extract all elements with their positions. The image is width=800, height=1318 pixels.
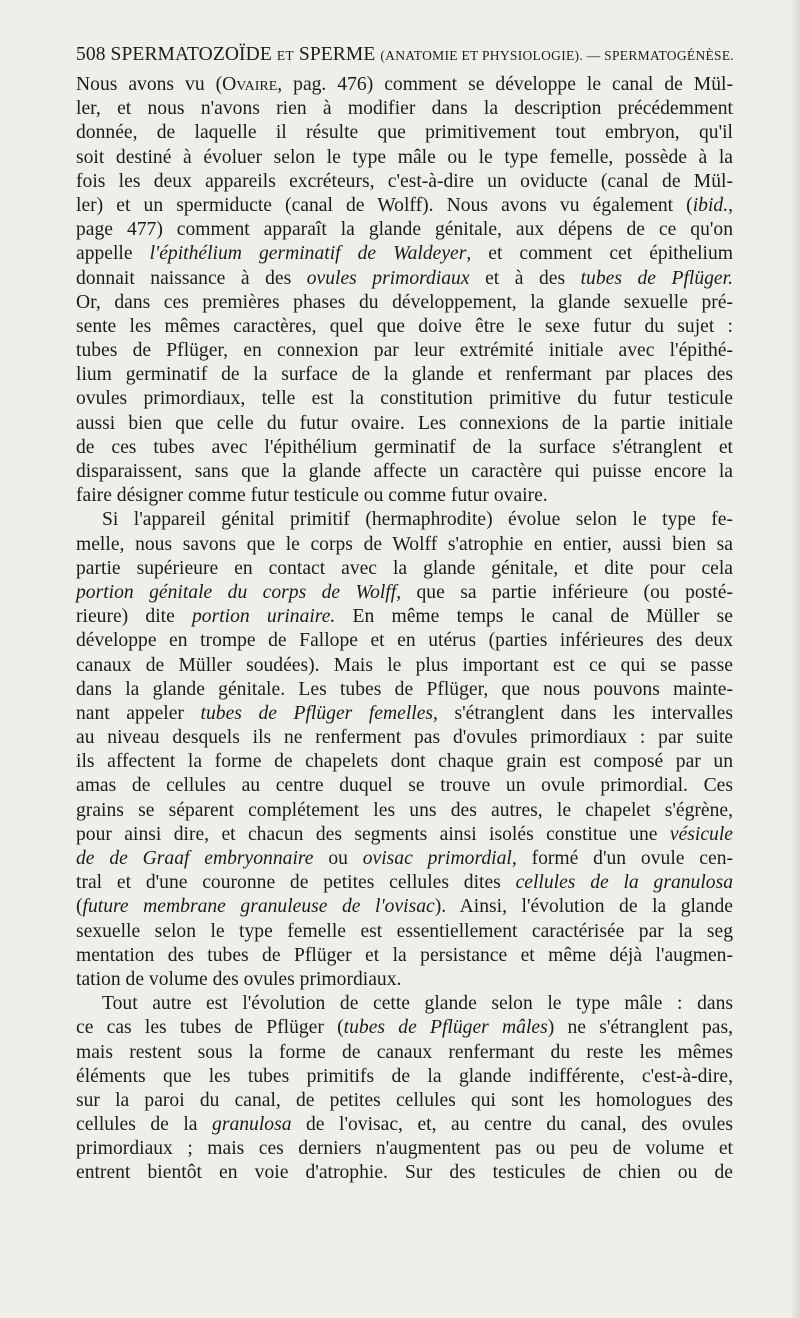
- text-line: aussi bien que celle du futur ovaire. Les connexions de la partie initiale: [76, 412, 733, 434]
- text-line: pour ainsi dire, et chacun des segments ainsi isolés constitue une vésicule: [76, 823, 733, 845]
- text-line: grains se séparent complétement les uns des autres, le chapelet s'égrène,: [76, 799, 733, 821]
- text-line: de de Graaf embryonnaire ou ovisac primordial, formé d'un ovule cen-: [76, 848, 734, 869]
- text-line: ovules primordiaux, telle est la constitution primitive du futur testicule: [76, 388, 733, 410]
- running-header: [76, 42, 766, 69]
- text-line: faire désigner comme futur testicule ou comme futur ovaire.: [76, 485, 548, 507]
- text-line: donnée, de laquelle il résulte que primitivement tout embryon, qu'il: [76, 122, 733, 144]
- text-line: canaux de Müller soudées). Mais le plus important est ce qui se passe: [76, 654, 733, 676]
- header-title-et: ET: [276, 48, 294, 63]
- text-line: (future membrane granuleuse de l'ovisac). Ainsi, l'évolution de la glande: [76, 896, 733, 918]
- text-line: rieure) dite portion urinaire. En même temps le canal de Müller se: [76, 606, 734, 628]
- text-line: de ces tubes avec l'épithélium germinatif de la surface s'étranglent et: [76, 436, 733, 458]
- text-line: sente les mêmes caractères, quel que doive être le sexe futur du sujet :: [76, 315, 733, 337]
- text-line: sur la paroi du canal, de petites cellules qui sont les homologues des: [76, 1089, 733, 1111]
- text-line: mais restent sous la forme de canaux renfermant du reste les mêmes: [76, 1041, 733, 1063]
- text-line: tral et d'une couronne de petites cellules dites cellules de la granulosa: [76, 872, 733, 894]
- text-line: cellules de la granulosa de l'ovisac, et, au centre du canal, des ovules: [76, 1114, 733, 1136]
- text-line: lium germinatif de la surface de la glande et renfermant par places des: [76, 364, 733, 386]
- text-line: disparaissent, sans que la glande affecte un caractère qui puisse encore la: [76, 461, 733, 482]
- text-line: Tout autre est l'évolution de cette glande selon le type mâle : dans: [102, 993, 733, 1015]
- text-line: ils affectent la forme de chapelets dont chaque grain est composé par un: [76, 751, 733, 773]
- text-line: portion génitale du corps de Wolff, que sa partie inférieure (ou posté-: [76, 581, 733, 603]
- text-line: tation de volume des ovules primordiaux.: [76, 968, 402, 990]
- text-line: développe en trompe de Fallope et en utérus (parties inférieures des deux: [76, 630, 733, 652]
- text-line: partie supérieure en contact avec la glande génitale, et dite pour cela: [76, 557, 733, 579]
- text-line: sexuelle selon le type femelle est essentiellement caractérisée par la seg: [76, 920, 733, 942]
- text-line: donnait naissance à des ovules primordiaux et à des tubes de Pflüger.: [76, 267, 733, 289]
- page-edge-shadow: [790, 0, 800, 1318]
- text-line: ce cas les tubes de Pflüger (tubes de Pflüger mâles) ne s'étranglent pas,: [76, 1017, 733, 1039]
- text-line: tubes de Pflüger, en connexion par leur extrémité initiale avec l'épithé-: [76, 340, 733, 362]
- text-line: Nous avons vu (Ovaire, pag. 476) comment se développe le canal de Mül-: [76, 74, 733, 95]
- page-number: 508: [76, 44, 106, 65]
- text-line: appelle l'épithélium germinatif de Waldeyer, et comment cet épithelium: [76, 243, 733, 265]
- header-section: (ANATOMIE ET PHYSIOLOGIE). — SPERMATOGÉNÈSE.: [380, 48, 735, 63]
- text-line: amas de cellules au centre duquel se trouve un ovule primordial. Ces: [76, 775, 733, 797]
- text-line: Si l'appareil génital primitif (hermaphrodite) évolue selon le type fe-: [102, 509, 733, 531]
- text-line: dans la glande génitale. Les tubes de Pflüger, que nous pouvons mainte-: [76, 678, 733, 700]
- text-line: ler, et nous n'avons rien à modifier dans la description précédemment: [76, 98, 733, 120]
- text-line: mentation des tubes de Pflüger et la persistance et même déjà l'augmen-: [76, 944, 733, 966]
- text-line: entrent bientôt en voie d'atrophie. Sur des testicules de chien ou de: [76, 1162, 733, 1184]
- text-line: éléments que les tubes primitifs de la glande indifférente, c'est-à-dire,: [76, 1065, 733, 1087]
- text-line: au niveau desquels ils ne renferment pas d'ovules primordiaux : par suite: [76, 727, 733, 749]
- text-line: fois les deux appareils excréteurs, c'est-à-dire un oviducte (canal de Mül-: [76, 170, 733, 192]
- text-line: melle, nous savons que le corps de Wolff s'atrophie en entier, aussi bien sa: [76, 533, 733, 555]
- header-title-main: SPERMATOZOÏDE: [110, 44, 272, 65]
- text-line: ler) et un spermiducte (canal de Wolff). Nous avons vu également (ibid.,: [76, 194, 733, 216]
- header-title-second: SPERME: [298, 44, 376, 65]
- body-text: [76, 73, 733, 1186]
- text-line: page 477) comment apparaît la glande génitale, aux dépens de ce qu'on: [76, 219, 733, 241]
- text-line: primordiaux ; mais ces derniers n'augmentent pas ou peu de volume et: [76, 1138, 733, 1160]
- text-line: nant appeler tubes de Pflüger femelles, s'étranglent dans les intervalles: [76, 702, 733, 724]
- text-line: Or, dans ces premières phases du développement, la glande sexuelle pré-: [76, 291, 733, 313]
- text-line: soit destiné à évoluer selon le type mâle ou le type femelle, possède à la: [76, 146, 733, 168]
